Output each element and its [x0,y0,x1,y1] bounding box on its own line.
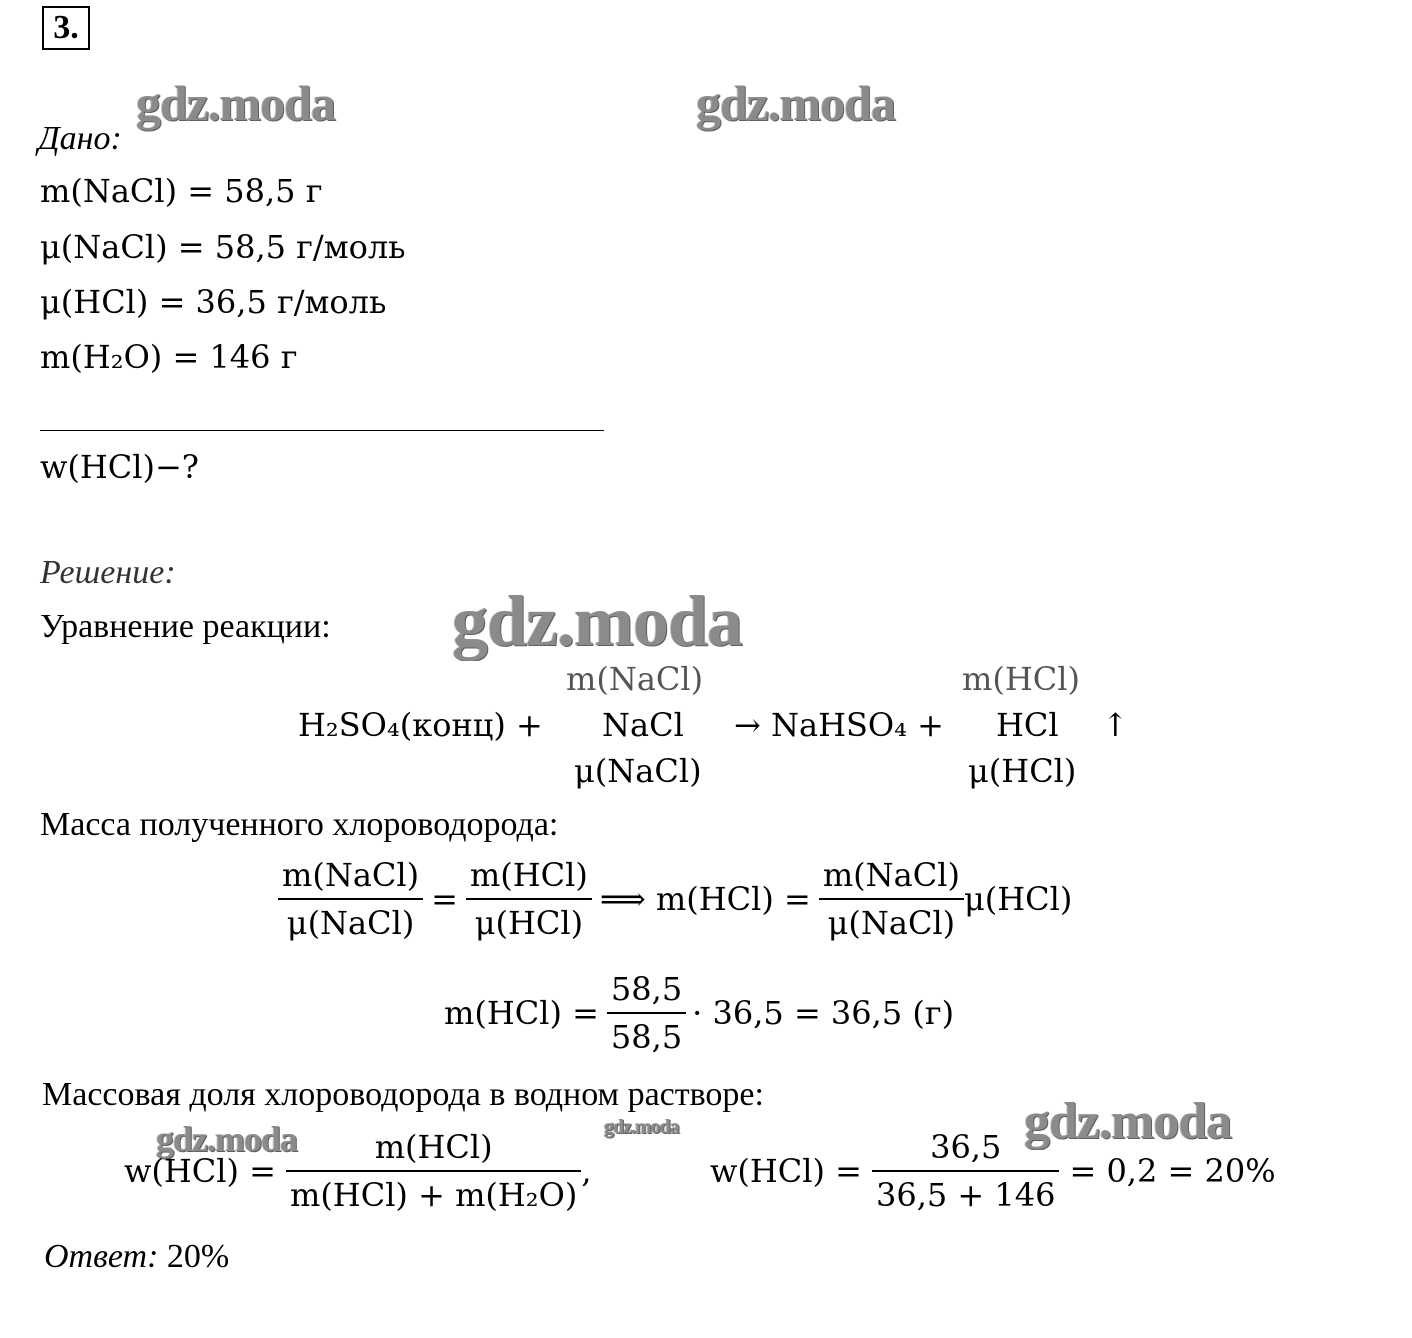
fraction: $\frac{58,5}{58,5}$ [607,970,686,1056]
answer-value: 20% [166,1238,230,1275]
given-line: μ(NaCl) = 58,5 г/моль [40,228,406,266]
reactant1: H₂SO₄(конц) + [298,706,543,744]
product2-molar: μ(HCl) [968,752,1077,790]
problem-number: 3. [42,6,90,50]
watermark: gdz.moda [604,1116,679,1138]
reaction-label: Уравнение реакции: [40,608,331,645]
watermark: gdz.moda [156,1119,298,1159]
product1: → NaHSO₄ + [734,706,944,744]
watermark: gdz.moda [136,75,335,131]
watermark: gdz.moda [1024,1093,1232,1150]
reactant2-molar: μ(NaCl) [574,752,702,790]
answer-label: Ответ: [44,1238,159,1275]
fraction-formula: w(HCl) = $\frac{\text{m(HCl)}}{\text{m(HCl) + m(H₂O)}}$ , [124,1128,592,1214]
product2-mass: m(HCl) [962,660,1080,698]
solution-heading: Решение: [40,554,176,591]
fraction: $\frac{\text{m(NaCl)}}{\text{μ(NaCl)}}$ [278,856,423,942]
fraction: $\frac{36,5}{36,5 + 146}$ [872,1128,1059,1214]
given-line: μ(HCl) = 36,5 г/моль [40,283,387,321]
given-heading: Дано: [38,120,122,157]
watermark: gdz.moda [696,75,895,131]
given-line: m(H₂O) = 146 г [40,338,298,376]
fraction: $\frac{\text{m(HCl)}}{\text{μ(HCl)}}$ [466,856,592,942]
answer [44,1238,229,1276]
given-line: m(NaCl) = 58,5 г [40,172,323,210]
fraction-label: Массовая доля хлороводорода в водном растворе: [42,1076,764,1113]
reactant2-mass: m(NaCl) [566,660,704,698]
product2: HCl [996,706,1059,744]
given-separator [40,430,604,431]
fraction: $\frac{\text{m(NaCl)}}{\text{μ(NaCl)}}$ [819,856,964,942]
fraction: $\frac{\text{m(HCl)}}{\text{m(HCl) + m(H₂O)}}$ [286,1128,581,1214]
gas-arrow: ↑ [1102,706,1129,744]
watermark: gdz.moda [452,581,743,661]
proportion-equation: $\frac{\text{m(NaCl)}}{\text{μ(NaCl)}}$ = $\frac{\text{m(HCl)}}{\text{μ(HCl)}}$ ⟹ m(HCl) = $\frac{\text{m(NaCl)}}{\text{μ(NaCl)}}$ μ(HCl) [278,856,1072,942]
reactant2: NaCl [602,706,684,744]
mass-calculation: m(HCl) = $\frac{58,5}{58,5}$ · 36,5 = 36,5 (г) [444,970,955,1056]
fraction-calculation: w(HCl) = $\frac{36,5}{36,5 + 146}$ = 0,2 = 20% [710,1128,1276,1214]
find-line: w(HCl)−? [40,448,199,486]
mass-label: Масса полученного хлороводорода: [40,806,559,843]
